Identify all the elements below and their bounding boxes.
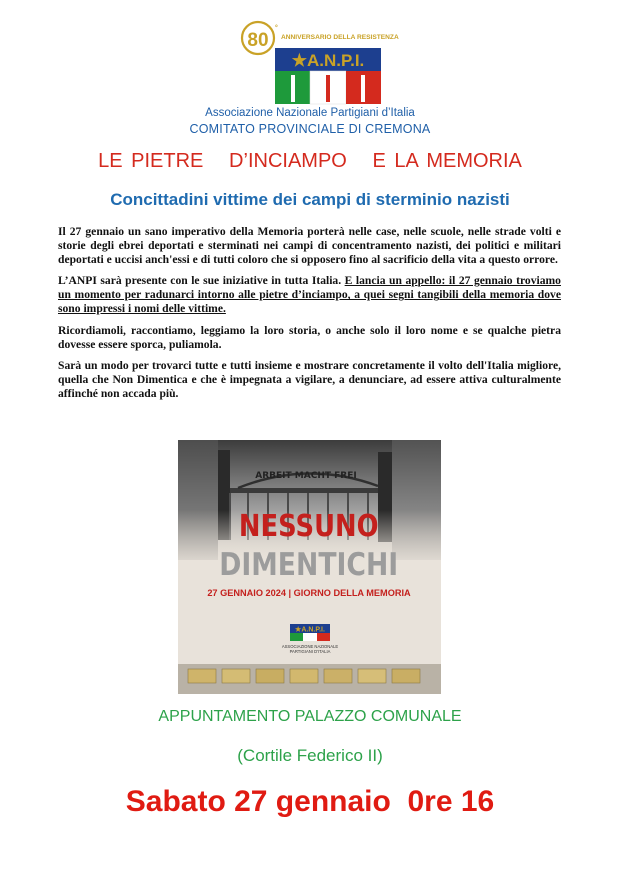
nessuno-dimentichi-poster [178, 440, 441, 694]
event-date-time: Sabato 27 gennaio 0re 16 [125, 785, 495, 818]
association-name: Associazione Nazionale Partigiani d’Italia [205, 107, 415, 119]
page-title: LE PIETRE D’INCIAMPO E LA MEMORIA [98, 150, 522, 172]
appointment-location: APPUNTAMENTO PALAZZO COMUNALE [158, 708, 462, 725]
paragraph-1: Il 27 gennaio un sano imperativo della Memoria porterà nelle case, nelle scuole, nelle strade volti e storie degli ebrei deportati e sterminati nei campi di concentramento nazisti, dei politici e militari deportati e uccisi anch'essi e di tutti coloro che si opposero fino al sacrificio della vita a questo orrore. [58, 225, 561, 267]
paragraph-2-text: L’ANPI sarà presente con le sue iniziative in tutta Italia. [58, 274, 345, 288]
poster-anpi-caption-1: ASSOCIAZIONE NAZIONALE [281, 644, 339, 649]
poster-date-line: 27 GENNAIO 2024 | GIORNO DELLA MEMORIA [207, 588, 411, 598]
anpi-80-anniversary-logo [233, 18, 399, 104]
gate-inscription: ARBEIT MACHT FREI [255, 471, 357, 481]
paragraph-3: Ricordiamoli, raccontiamo, leggiamo la loro storia, o anche solo il loro nome e se qualche pietra dovesse essere sporca, puliamola. [58, 323, 561, 351]
appointment-courtyard: (Cortile Federico II) [237, 746, 383, 765]
logo-number: 80 [247, 30, 269, 51]
poster-headline-1: NESSUNO [238, 508, 379, 544]
paragraph-4: Sarà un modo per trovarci tutte e tutti insieme e mostrare concretamente il volto dell'Italia migliore, quella che Non Dimentica e che è impegnata a vigilare, a denunciare, ad essere attiva culturalmente affinché non accada più. [58, 358, 561, 400]
paragraph-2 [58, 274, 561, 316]
body-text [58, 225, 561, 408]
poster-headline-2: DIMENTICHI [219, 546, 399, 583]
page-subtitle: Concittadini vittime dei campi di sterminio nazisti [110, 190, 510, 209]
logo-caption: ANNIVERSARIO DELLA RESISTENZA [281, 34, 399, 41]
appeal-text: E lancia un appello: il 27 gennaio troviamo un momento per radunarci intorno alle pietre d’inciampo, a quei segni tangibili della memoria dove sono impressi i nomi delle vittime. [58, 274, 561, 316]
logo-brand: ★A.N.P.I. [291, 51, 365, 70]
logo-degree: ° [275, 25, 278, 32]
provincial-committee: COMITATO PROVINCIALE DI CREMONA [189, 122, 431, 136]
poster-anpi-brand: ★A.N.P.I. [295, 626, 325, 634]
poster-anpi-caption-2: PARTIGIANI D'ITALIA [289, 649, 331, 654]
